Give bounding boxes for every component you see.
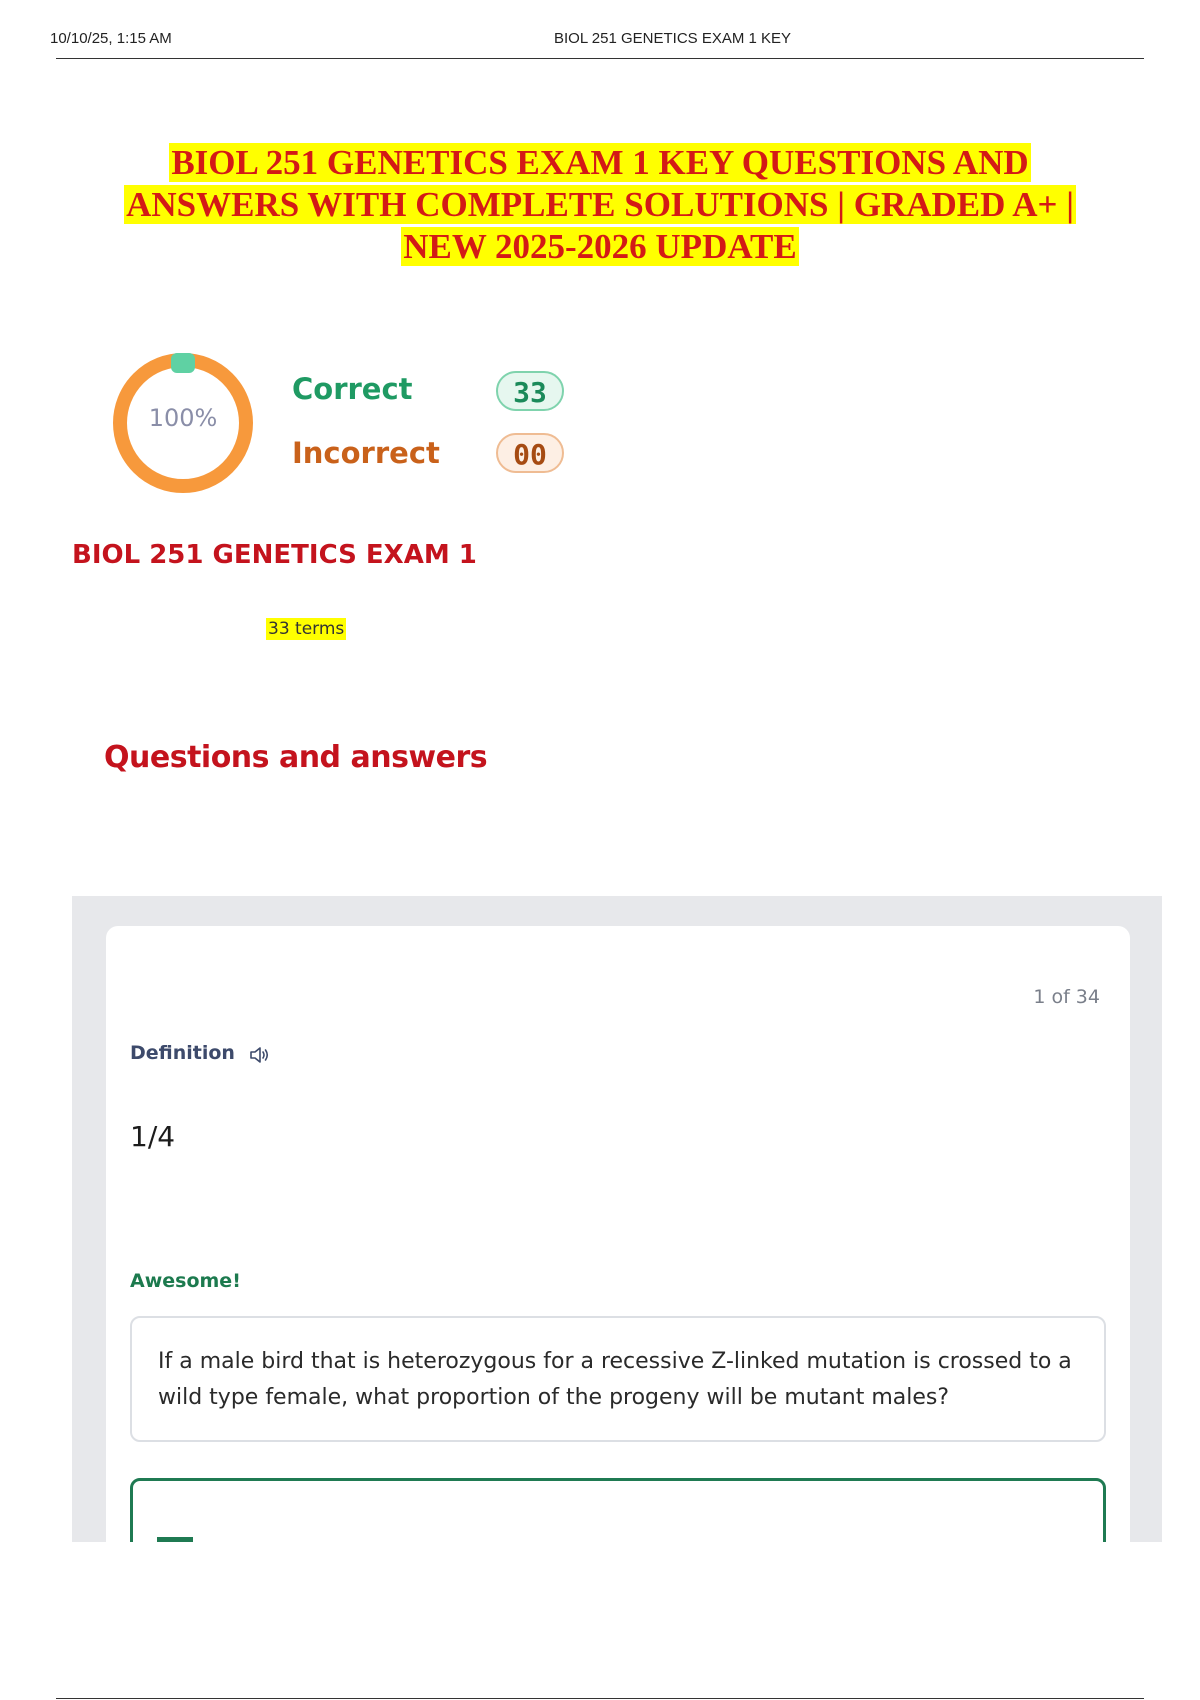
print-footer-line: [56, 1698, 1144, 1699]
correct-label: Correct: [292, 372, 413, 406]
question-card: [106, 926, 1130, 1542]
answer-option[interactable]: If a male bird that is heterozygous for a recessive Z-linked mutation is crossed to a wild type female, what proportion of the progeny will be mutant males?: [130, 1316, 1106, 1442]
main-title-line-3: NEW 2025-2026 UPDATE: [403, 227, 797, 266]
card-area: [72, 896, 1162, 1542]
terms-count: 33 terms: [268, 619, 345, 639]
correct-count-badge: 33: [496, 371, 564, 411]
score-ring-marker: [171, 353, 195, 373]
print-date: 10/10/25, 1:15 AM: [50, 30, 172, 47]
definition-value: 1/4: [130, 1120, 176, 1153]
incorrect-count-badge: 00: [496, 433, 564, 473]
definition-label: Definition: [130, 1042, 235, 1064]
print-header: [50, 28, 1144, 59]
main-title-line-1: BIOL 251 GENETICS EXAM 1 KEY QUESTIONS AND: [171, 143, 1029, 182]
main-title: [60, 142, 1140, 268]
set-title: BIOL 251 GENETICS EXAM 1: [72, 540, 477, 570]
section-heading: Questions and answers: [104, 740, 488, 775]
correct-answer-marker: [157, 1537, 193, 1542]
score-percent: 100%: [148, 404, 218, 432]
print-doc-title: BIOL 251 GENETICS EXAM 1 KEY: [554, 30, 792, 47]
correct-answer-option[interactable]: [130, 1478, 1106, 1542]
speaker-icon[interactable]: [248, 1044, 270, 1066]
card-counter: 1 of 34: [1033, 986, 1100, 1008]
main-title-line-2: ANSWERS WITH COMPLETE SOLUTIONS | GRADED A+ |: [126, 185, 1074, 224]
feedback-message: Awesome!: [130, 1270, 241, 1292]
incorrect-label: Incorrect: [292, 436, 440, 470]
